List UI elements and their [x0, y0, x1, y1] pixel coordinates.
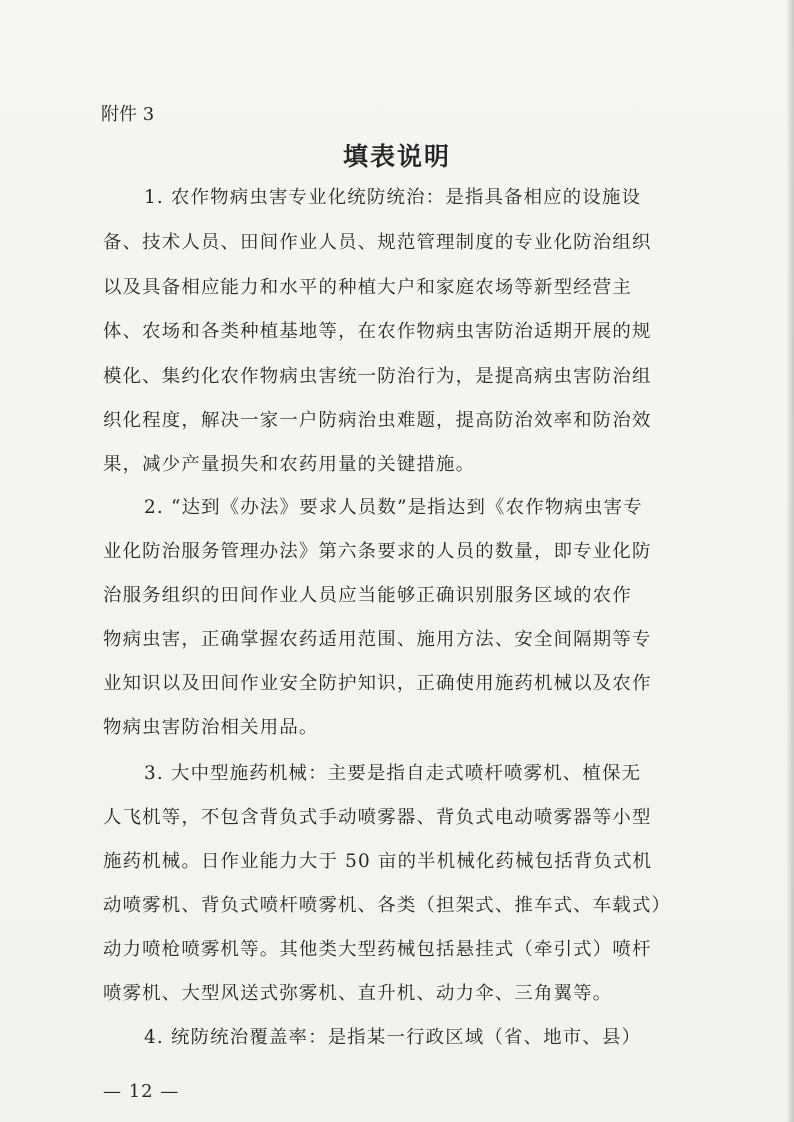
para3-line2: 人飞机等，不包含背负式手动喷雾器、背负式电动喷雾器等小型 [103, 807, 652, 828]
para4-line1: 4. 统防统治覆盖率：是指某一行政区域（省、地市、县） [144, 1027, 642, 1048]
para2-line1: 2. “达到《办法》要求人员数”是指达到《农作物病虫害专 [144, 497, 643, 518]
para1-line2: 备、技术人员、田间作业人员、规范管理制度的专业化防治组织 [103, 232, 652, 253]
para2-line3: 治服务组织的田间作业人员应当能够正确识别服务区域的农作 [103, 585, 632, 606]
para3-line6: 喷雾机、大型风送式弥雾机、直升机、动力伞、三角翼等。 [103, 983, 613, 1004]
attachment-label: 附件 3 [101, 104, 155, 125]
page-title: 填表说明 [342, 142, 451, 171]
page-number: — 12 — [103, 1081, 180, 1102]
para1-line1: 1. 农作物病虫害专业化统防统治：是指具备相应的设施设 [144, 187, 642, 208]
para3-line3: 施药机械。日作业能力大于 50 亩的半机械化药械包括背负式机 [103, 851, 653, 872]
para2-line5: 业知识以及田间作业安全防护知识，正确使用施药机械以及农作 [103, 673, 652, 694]
para2-line6: 物病虫害防治相关用品。 [103, 717, 319, 738]
para3-line1: 3. 大中型施药机械：主要是指自走式喷杆喷雾机、植保无 [144, 763, 642, 784]
para1-line6: 织化程度，解决一家一户防病治虫难题，提高防治效率和防治效 [103, 410, 652, 431]
para3-line4: 动喷雾机、背负式喷杆喷雾机、各类（担架式、推车式、车载式） [103, 895, 672, 916]
para2-line2: 业化防治服务管理办法》第六条要求的人员的数量，即专业化防 [103, 541, 652, 562]
para1-line5: 模化、集约化农作物病虫害统一防治行为，是提高病虫害防治组 [103, 366, 652, 387]
para3-line5: 动力喷枪喷雾机等。其他类大型药械包括悬挂式（牵引式）喷杆 [103, 939, 652, 960]
para1-line7: 果，减少产量损失和农药用量的关键措施。 [103, 454, 476, 475]
para1-line4: 体、农场和各类种植基地等，在农作物病虫害防治适期开展的规 [103, 321, 652, 342]
para1-line3: 以及具备相应能力和水平的种植大户和家庭农场等新型经营主 [103, 277, 632, 298]
para2-line4: 物病虫害，正确掌握农药适用范围、施用方法、安全间隔期等专 [103, 629, 652, 650]
